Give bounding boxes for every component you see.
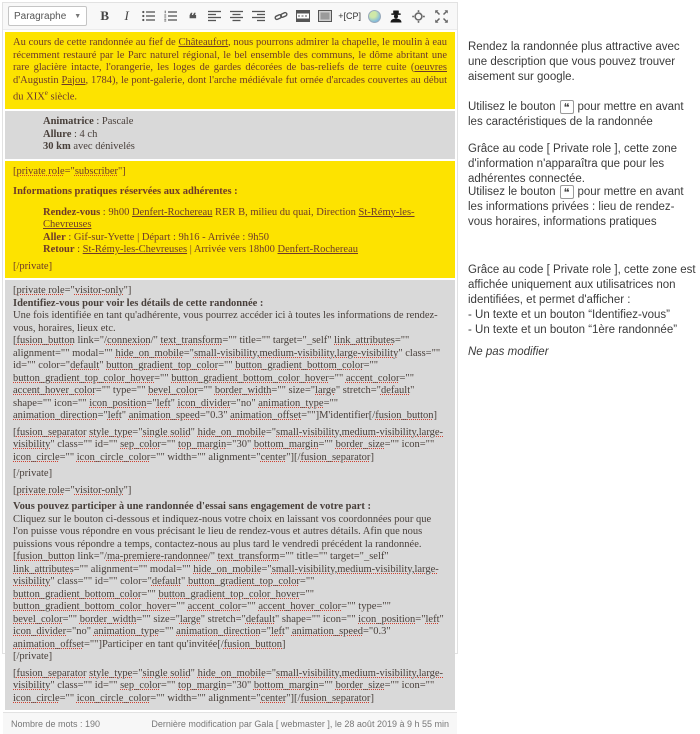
cp-shortcode-button[interactable]: +[CP] bbox=[338, 11, 361, 21]
fullscreen-expand-icon bbox=[435, 10, 448, 23]
paragraph-format-label: Paragraphe bbox=[14, 10, 67, 22]
bold-button[interactable]: B bbox=[100, 8, 110, 23]
fusion-button-shortcode-1: [fusion_button link="/connexion/" text_transform="" title="" target="_self" link_attributes="" alignment="" modal="" hide_on_mobile="small-visibility,medium-visibility,large-visibility" class="" id="" color="default" button_gradient_top_color="" button_gradient_bottom_color="" button_gradient_top_color_hover="" button_gradient_bottom_color_hover="" accent_color="" accent_hover_color="" type="" bevel_color="" border_width="" size="large" stretch="default" shape="" icon="" icon_position="left" icon_divider="no" animation_type="" animation_direction="left" animation_speed="0.3" animation_offset=""]M'identifier[/fusion_button] bbox=[13, 335, 441, 421]
fusion-separator-shortcode-1: [fusion_separator style_type="single solid" hide_on_mobile="small-visibility,medium-visibility,large-visibility" class="" id="" sep_color="" top_margin="30" bottom_margin="" border_size="" icon="" icon_circle="" icon_circle_color="" width="" alignment="center"][/fusion_separator] bbox=[13, 426, 444, 463]
fullscreen-button[interactable] bbox=[431, 6, 452, 27]
denfert-link: Denfert-Rochereau bbox=[131, 206, 213, 218]
chevron-down-icon: ▼ bbox=[74, 12, 82, 20]
settings-button[interactable] bbox=[408, 6, 429, 27]
align-right-icon bbox=[252, 10, 265, 22]
link-button[interactable] bbox=[270, 6, 291, 27]
stat-line-allure: Allure : 4 ch bbox=[43, 128, 98, 140]
chateaufort-link: Châteaufort bbox=[178, 37, 229, 48]
fusion-button-shortcode-2: [fusion_button link="/ma-premiere-randonnee/" text_transform="" title="" target="_self" link_attributes="" alignment="" modal="" hide_on_mobile="small-visibility,medium-visibility,large-visibility" class="" id="" color="default" button_gradient_top_color="" button_gradient_bottom_color="" button_gradient_top_color_hover="" button_gradient_bottom_color_hover="" accent_color="" accent_hover_color="" type="" bevel_color="" border_width="" size="large" stretch="default" shape="" icon="" icon_position="left" icon_divider="no" animation_type="" animation_direction="left" animation_speed="0.3" animation_offset=""]Participer en tant qu'invitée[/fusion_button] bbox=[13, 551, 444, 650]
identify-heading: Identifiez-vous pour voir les détails de cette randonnée : bbox=[13, 297, 264, 309]
note-do-not-modify: Ne pas modifier bbox=[468, 346, 549, 358]
private-content-button[interactable] bbox=[386, 6, 407, 27]
hike-stats-block bbox=[5, 111, 455, 159]
intro-paragraph: Au cours de cette randonnée au fief de Châteaufort, nous pourrons admirer la chapelle, le moulin à eau récemment restauré par le Parc naturel régional, le bel ensemble des communs, le dôme abritant une rare glacière intacte, l'orangerie, les loges de gardes décorées de bas-reliefs de terre cuite (oeuvres d'Augustin Pajou, 1784), le pont-galerie, dont l'arche médiévale fut ornée d'arcades couvertes au début du XIXe siècle. bbox=[13, 37, 448, 103]
bullet-list-button[interactable] bbox=[138, 6, 159, 27]
aller-line: Aller : Gif-sur-Yvette | Départ : 9h16 - Arrivée : 9h50 bbox=[43, 231, 269, 243]
denfert-link-2: Denfert-Rochereau bbox=[277, 244, 358, 255]
editor-status-bar bbox=[3, 712, 457, 734]
note-blockquote-private: Utilisez le bouton ❝ pour mettre en avant les informations privées : lieu de rendez-vous horaires, informations pratiques bbox=[468, 186, 684, 228]
note-description: Rendez la randonnée plus attractive avec une description que vous pouvez trouver aisement sur google. bbox=[468, 41, 680, 83]
stat-line-distance: 30 km avec dénivelés bbox=[43, 141, 135, 152]
link-icon bbox=[274, 10, 288, 23]
stremy-link-2: St-Rémy-les-Chevreuses bbox=[82, 244, 188, 255]
trial-hike-paragraph: Cliquez sur le bouton ci-dessous et indiquez-nous votre choix en laissant vos coordonnées pour que l'on puisse vous répondre en vous précisant le lieu de rendez-vous et autres détails. Afin que nous puissions vous répondre a temps, contactez-nous au plus tard le vendredi précédent la randonnée. bbox=[13, 513, 432, 550]
stat-line-animatrice: Animatrice : Pascale bbox=[43, 116, 134, 127]
align-left-icon bbox=[208, 10, 221, 22]
wysiwyg-editor bbox=[2, 2, 458, 729]
globe-button[interactable] bbox=[364, 6, 385, 27]
intro-paragraph-block bbox=[5, 32, 455, 109]
numbered-list-icon bbox=[164, 10, 178, 22]
align-left-button[interactable] bbox=[204, 6, 225, 27]
gear-icon bbox=[412, 10, 425, 23]
last-modified: Dernière modification par Gala [ webmaster ], le 28 août 2019 à 9 h 55 min bbox=[151, 718, 449, 729]
read-more-button[interactable] bbox=[292, 6, 313, 27]
blockquote-button-icon: ❝ bbox=[560, 100, 574, 114]
oeuvres-link: oeuvres bbox=[414, 62, 447, 73]
page-break-icon bbox=[318, 10, 332, 22]
page-break-button[interactable] bbox=[314, 6, 335, 27]
blockquote-button-icon-2: ❝ bbox=[560, 185, 574, 199]
read-more-icon bbox=[296, 10, 310, 22]
note-blockquote-stats: Utilisez le bouton ❝ pour mettre en avant les caractéristiques de la randonnée bbox=[468, 101, 684, 128]
subscriber-private-block bbox=[5, 161, 455, 279]
visitor-close-shortcode-2: [/private] bbox=[13, 651, 53, 662]
note-private-role-subscriber: Grâce au code [ Private role ], cette zone d'information n'apparaîtra que pour les adhérentes connectée. bbox=[468, 143, 678, 185]
stremy-link: St-Rémy-les-Chevreuses bbox=[43, 206, 415, 230]
editor-content-area[interactable] bbox=[3, 30, 457, 712]
visitor-open-shortcode: [private role="visitor-only"] bbox=[13, 285, 132, 296]
italic-button[interactable]: I bbox=[124, 8, 129, 23]
identify-paragraph: Une fois identifiée en tant qu'adhérente, vous pourrez accéder ici à toutes les informations de rendez-vous, horaires, lieux etc. bbox=[13, 310, 438, 334]
visitor-open-shortcode-2: [private role="visitor-only"] bbox=[13, 484, 132, 496]
pajou-link: Pajou bbox=[61, 74, 86, 86]
spy-person-icon bbox=[389, 10, 403, 23]
blockquote-button[interactable]: ❝ bbox=[188, 9, 197, 28]
globe-icon bbox=[368, 10, 381, 23]
bullet-list-icon bbox=[142, 10, 156, 22]
visitor-close-shortcode: [/private] bbox=[13, 468, 53, 479]
trial-hike-heading: Vous pouvez participer à une randonnée d'essai sans engagement de votre part : bbox=[13, 501, 371, 512]
private-close-shortcode: [/private] bbox=[13, 260, 53, 272]
private-open-shortcode: [private role="subscriber"] bbox=[13, 165, 126, 177]
visitor-private-block bbox=[5, 280, 455, 710]
align-center-icon bbox=[230, 10, 243, 22]
numbered-list-button[interactable] bbox=[160, 6, 181, 27]
align-center-button[interactable] bbox=[226, 6, 247, 27]
note-private-role-visitor: Grâce au code [ Private role ], cette zone est affichée uniquement aux utilisatrices non identifiées, et permet d'afficher : - Un texte et un bouton “Identifiez-vous” - Un texte et un bouton “1ère randonnée” bbox=[468, 264, 696, 336]
rendezvous-line: Rendez-vous : 9h00 Denfert-Rochereau RER B, milieu du quai, Direction St-Rémy-les-Chevreuses bbox=[43, 206, 415, 230]
retour-line: Retour : St-Rémy-les-Chevreuses | Arrivée vers 18h00 Denfert-Rochereau bbox=[43, 244, 358, 255]
align-right-button[interactable] bbox=[248, 6, 269, 27]
fusion-separator-shortcode-2: [fusion_separator style_type="single solid" hide_on_mobile="small-visibility,medium-visibility,large-visibility" class="" id="" sep_color="" top_margin="30" bottom_margin="" border_size="" icon="" icon_circle="" icon_circle_color="" width="" alignment="center"][/fusion_separator] bbox=[13, 667, 444, 704]
word-count: Nombre de mots : 190 bbox=[11, 718, 101, 729]
paragraph-format-select[interactable] bbox=[8, 6, 87, 26]
private-info-heading: Informations pratiques réservées aux adhérentes : bbox=[13, 186, 238, 197]
editor-toolbar bbox=[3, 3, 457, 30]
